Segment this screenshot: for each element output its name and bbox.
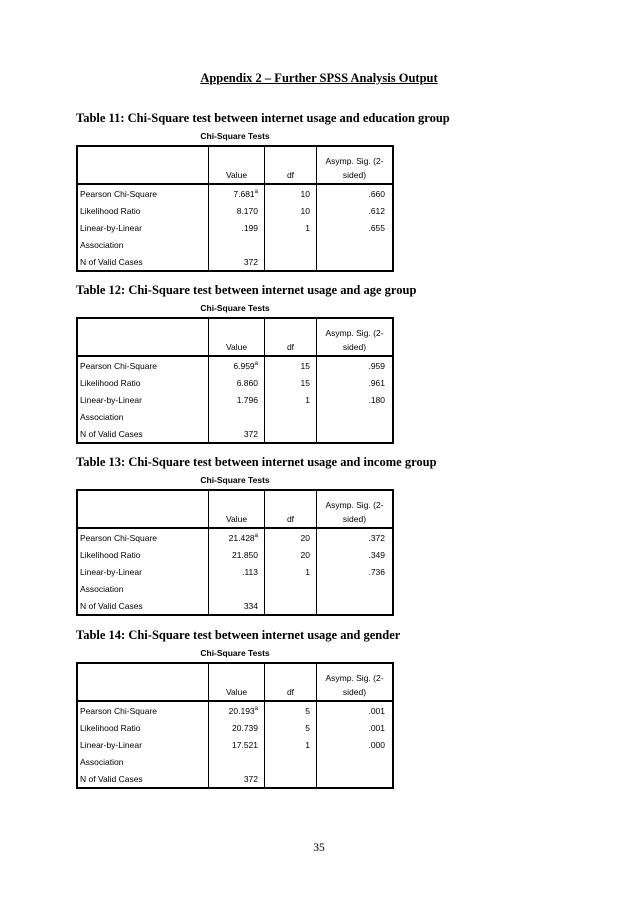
header-df-text: df [286,514,295,524]
table-header-row [78,319,392,357]
header-sig-line2: sided) [342,514,367,524]
table-row-valid [78,770,392,787]
row-label: N of Valid Cases [80,774,143,784]
header-df [265,664,317,700]
appendix-title: Appendix 2 – Further SPSS Analysis Output [200,71,438,85]
chi-square-table [76,317,394,444]
header-sig-line2: sided) [342,342,367,352]
spss-caption: Chi-Square Tests [200,475,270,485]
table-heading: Table 11: Chi-Square test between internet usage and education group [76,111,450,125]
sig-cell: .655 [368,223,385,233]
footnote-mark: a [254,533,258,540]
header-empty-cell [78,319,209,355]
sig-cell: .180 [368,395,385,405]
row-label: Pearson Chi-Square [80,189,158,199]
spss-caption: Chi-Square Tests [200,131,270,141]
sig-cell: .372 [368,533,385,543]
header-df-text: df [286,687,295,697]
sig-empty-cell [317,425,392,442]
row-label: Pearson Chi-Square [80,533,158,543]
row-label: N of Valid Cases [80,601,143,611]
row-label: Linear-by-Linear [80,223,142,233]
df-cell: 1 [305,223,310,233]
sig-cell: .736 [368,567,385,577]
value-cell: 372 [243,429,258,439]
table-heading: Table 12: Chi-Square test between internet usage and age group [76,283,417,297]
table-row-valid [78,425,392,442]
df-cell: 20 [300,533,310,543]
table-row-linear [78,736,392,770]
value-cell: 20.739 [232,723,258,733]
header-value-text: Value [225,342,248,352]
df-empty-cell [265,425,317,442]
spss-caption: Chi-Square Tests [200,648,270,658]
sig-cell: .612 [368,206,385,216]
value-cell: 6.959$^a$ [233,361,258,371]
table-row-pearson [78,702,392,719]
sig-cell: .959 [368,361,385,371]
header-value-text: Value [225,170,248,180]
table-heading: Table 13: Chi-Square test between internet usage and income group [76,455,437,469]
header-sig [317,491,392,527]
header-sig-line1: Asymp. Sig. (2- [325,673,384,683]
row-label: Linear-by-Linear [80,740,142,750]
value-cell: 7.681$^a$ [233,189,258,199]
header-empty-cell [78,147,209,183]
spss-caption: Chi-Square Tests [200,303,270,313]
sig-cell: .001 [368,723,385,733]
header-empty-cell [78,664,209,700]
row-label-cont: Association [80,240,124,250]
table-row-pearson [78,357,392,374]
table-row-pearson [78,529,392,546]
row-label: Pearson Chi-Square [80,706,158,716]
sig-empty-cell [317,253,392,270]
df-empty-cell [265,770,317,787]
row-label: Likelihood Ratio [80,378,141,388]
value-cell: 334 [243,601,258,611]
value-cell: .113 [242,567,258,577]
header-empty-cell [78,491,209,527]
header-value-text: Value [225,687,248,697]
df-cell: 15 [300,361,310,371]
row-label-cont: Association [80,412,124,422]
row-label: Likelihood Ratio [80,206,141,216]
table-header-row [78,664,392,702]
df-empty-cell [265,597,317,614]
table-row-valid [78,597,392,614]
footnote-mark: a [254,706,258,713]
value-cell: 372 [243,257,258,267]
df-cell: 1 [305,395,310,405]
sig-cell: .961 [368,378,385,388]
value-cell: 20.193$^a$ [228,706,258,716]
row-label-cont: Association [80,584,124,594]
table-row-likelihood [78,202,392,219]
df-cell: 15 [300,378,310,388]
sig-empty-cell [317,597,392,614]
df-cell: 10 [300,189,310,199]
header-df-text: df [286,342,295,352]
table-row-linear [78,391,392,425]
table-row-pearson [78,185,392,202]
value-cell: .199 [241,223,258,233]
value-cell: 17.521 [232,740,258,750]
df-empty-cell [265,253,317,270]
table-header-row [78,491,392,529]
header-sig [317,319,392,355]
header-sig [317,664,392,700]
header-df [265,147,317,183]
row-label: N of Valid Cases [80,429,143,439]
header-df [265,491,317,527]
page-number: 35 [313,842,325,854]
header-value [209,664,265,700]
header-df-text: df [286,170,295,180]
header-sig-line1: Asymp. Sig. (2- [325,328,384,338]
row-label: Linear-by-Linear [80,395,142,405]
header-value [209,147,265,183]
df-cell: 10 [300,206,310,216]
sig-cell: .000 [368,740,385,750]
table-row-likelihood [78,374,392,391]
row-label: N of Valid Cases [80,257,143,267]
footnote-mark: a [254,189,258,196]
table-row-valid [78,253,392,270]
chi-square-table [76,662,394,789]
row-label: Likelihood Ratio [80,723,141,733]
header-value [209,319,265,355]
row-label: Pearson Chi-Square [80,361,158,371]
row-label: Likelihood Ratio [80,550,141,560]
header-value-text: Value [225,514,248,524]
sig-empty-cell [317,770,392,787]
value-cell: 6.860 [236,378,258,388]
df-cell: 1 [305,567,310,577]
header-sig [317,147,392,183]
header-sig-line1: Asymp. Sig. (2- [325,156,384,166]
header-df [265,319,317,355]
chi-square-table [76,145,394,272]
footnote-mark: a [254,361,258,368]
df-cell: 20 [300,550,310,560]
sig-cell: .349 [368,550,385,560]
row-label-cont: Association [80,757,124,767]
table-header-row [78,147,392,185]
header-sig-line1: Asymp. Sig. (2- [325,500,384,510]
value-cell: 21.428$^a$ [228,533,258,543]
header-value [209,491,265,527]
sig-cell: .001 [368,706,385,716]
df-cell: 5 [305,723,310,733]
table-row-linear [78,219,392,253]
chi-square-table [76,489,394,616]
df-cell: 5 [305,706,310,716]
df-cell: 1 [305,740,310,750]
value-cell: 1.796 [236,395,258,405]
value-cell: 8.170 [236,206,258,216]
value-cell: 372 [243,774,258,784]
header-sig-line2: sided) [342,170,367,180]
value-cell: 21.850 [232,550,258,560]
table-row-linear [78,563,392,597]
sig-cell: .660 [368,189,385,199]
table-row-likelihood [78,719,392,736]
header-sig-line2: sided) [342,687,367,697]
row-label: Linear-by-Linear [80,567,142,577]
table-row-likelihood [78,546,392,563]
table-heading: Table 14: Chi-Square test between internet usage and gender [76,628,401,642]
